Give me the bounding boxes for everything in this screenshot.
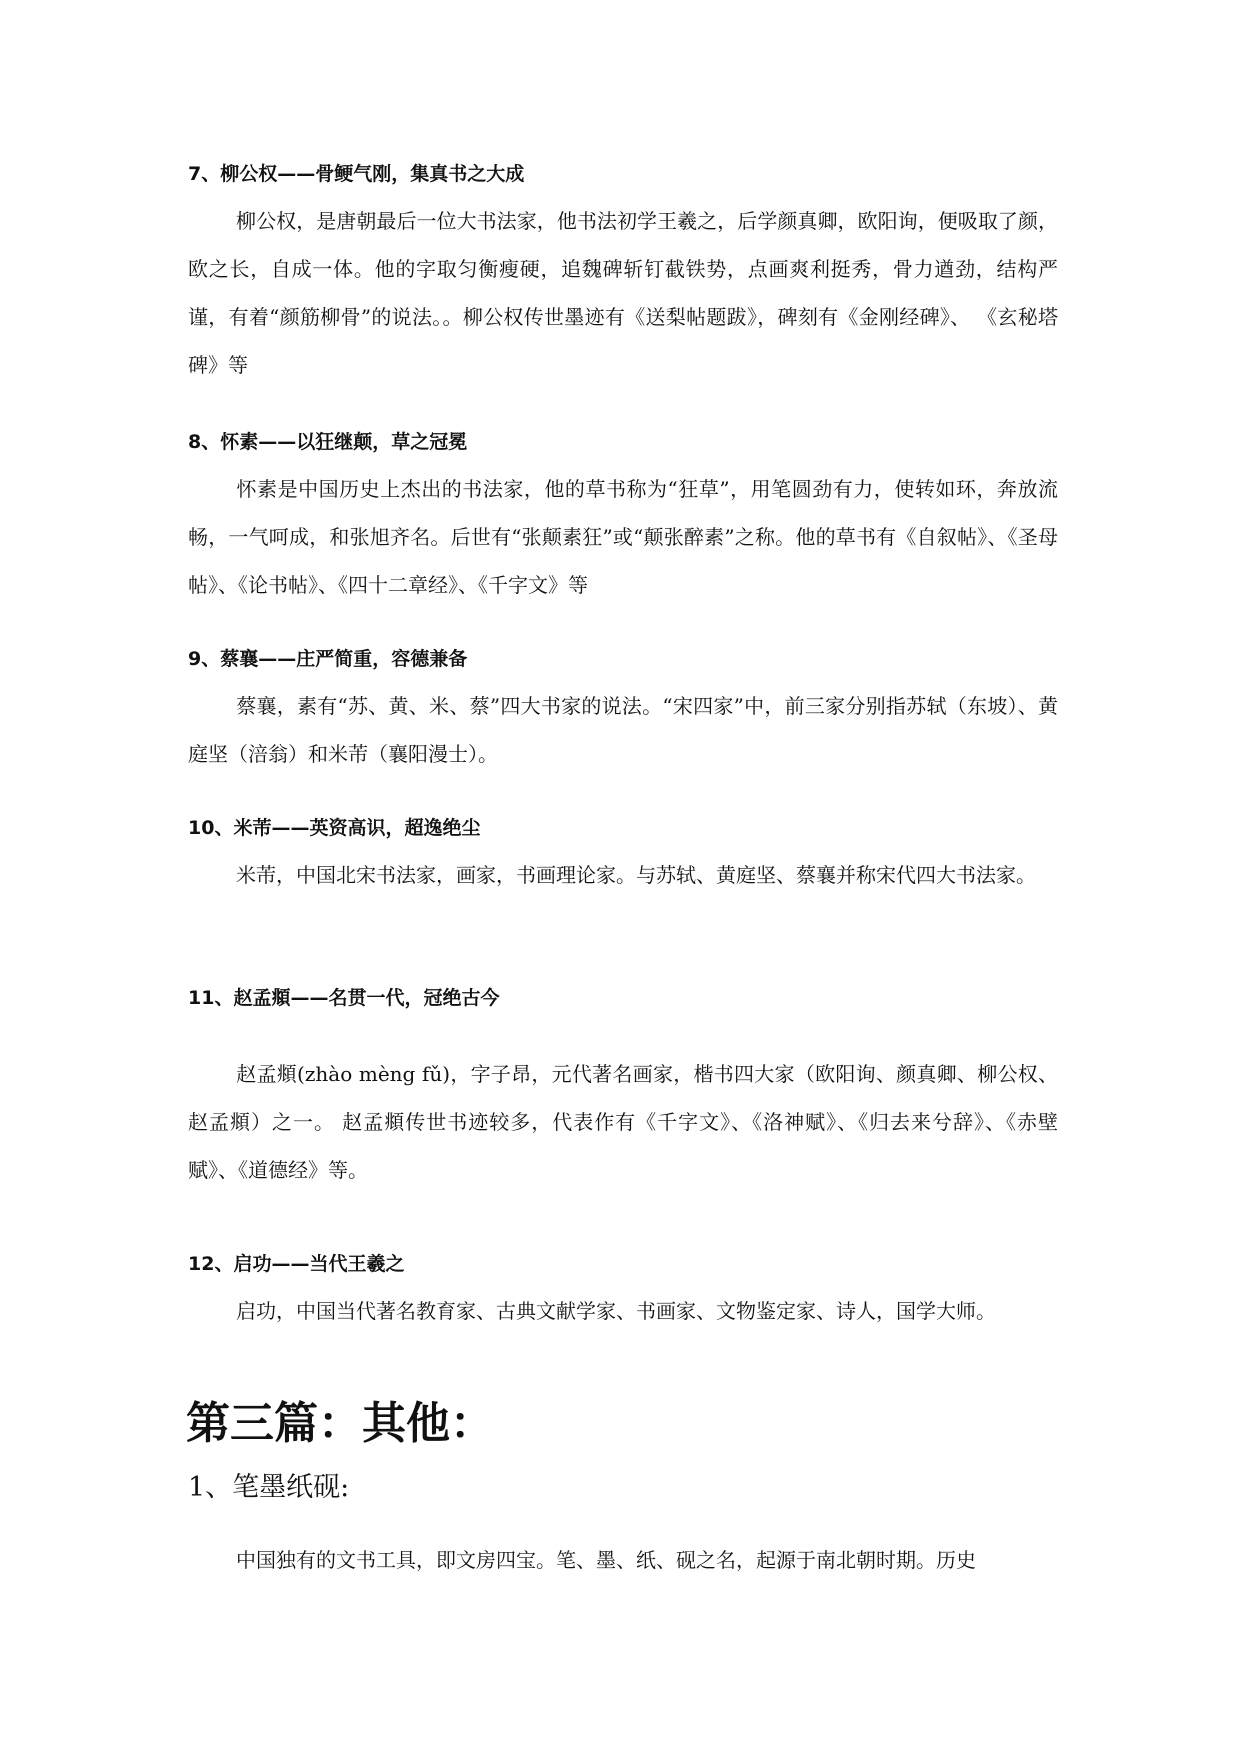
part-three-subtitle: 1、笔墨纸砚: (188, 1472, 350, 1503)
part-three-title: 第三篇：其他： (186, 1398, 494, 1449)
section-heading-mi-fu: 10、米芾——英资高识，超逸绝尘 (188, 817, 481, 839)
section-body-huai-su: 怀素是中国历史上杰出的书法家，他的草书称为“狂草”，用笔圆劲有力，使转如环，奔放流畅，一气呵成，和张旭齐名。后世有“张颠素狂”或“颠张醉素”之称。他的草书有《自叙帖》、《圣母帖》、《论书帖》、《四十二章经》、《千字文》等 (188, 477, 1058, 597)
section-body-zhao-mengfu: 赵孟頫(zhào mèng fǔ)，字子昂，元代著名画家，楷书四大家（欧阳询、颜真卿、柳公权、赵孟頫）之一。 赵孟頫传世书迹较多，代表作有《千字文》、《洛神赋》、《归去来兮辞》、《赤壁赋》、《道德经》等。 (188, 1062, 1058, 1182)
section-heading-huai-su: 8、怀素——以狂继颠，草之冠冕 (188, 431, 468, 453)
section-heading-zhao-mengfu: 11、赵孟頫——名贯一代，冠绝古今 (188, 987, 500, 1009)
section-heading-cai-xiang: 9、蔡襄——庄严简重，容德兼备 (188, 648, 468, 670)
section-heading-qi-gong: 12、启功——当代王羲之 (188, 1253, 405, 1275)
section-body-cai-xiang: 蔡襄，素有“苏、黄、米、蔡”四大书家的说法。“宋四家”中，前三家分别指苏轼（东坡）、黄庭坚（涪翁）和米芾（襄阳漫士）。 (188, 694, 1058, 766)
section-body-liu-gongquan: 柳公权，是唐朝最后一位大书法家，他书法初学王羲之，后学颜真卿，欧阳询，便吸取了颜，欧之长，自成一体。他的字取匀衡瘦硬，追魏碑斩钉截铁势，点画爽利挺秀，骨力遒劲，结构严谨，有着“颜筋柳骨”的说法。。柳公权传世墨迹有《送梨帖题跋》，碑刻有《金刚经碑》、 《玄秘塔碑》等 (188, 209, 1058, 377)
section-heading-liu-gongquan: 7、柳公权——骨鲠气刚，集真书之大成 (188, 163, 525, 185)
section-body-qi-gong: 启功，中国当代著名教育家、古典文献学家、书画家、文物鉴定家、诗人，国学大师。 (236, 1299, 996, 1323)
part-three-body: 中国独有的文书工具，即文房四宝。笔、墨、纸、砚之名，起源于南北朝时期。历史 (236, 1548, 976, 1572)
section-body-mi-fu: 米芾，中国北宋书法家，画家，书画理论家。与苏轼、黄庭坚、蔡襄并称宋代四大书法家。 (236, 863, 1036, 887)
